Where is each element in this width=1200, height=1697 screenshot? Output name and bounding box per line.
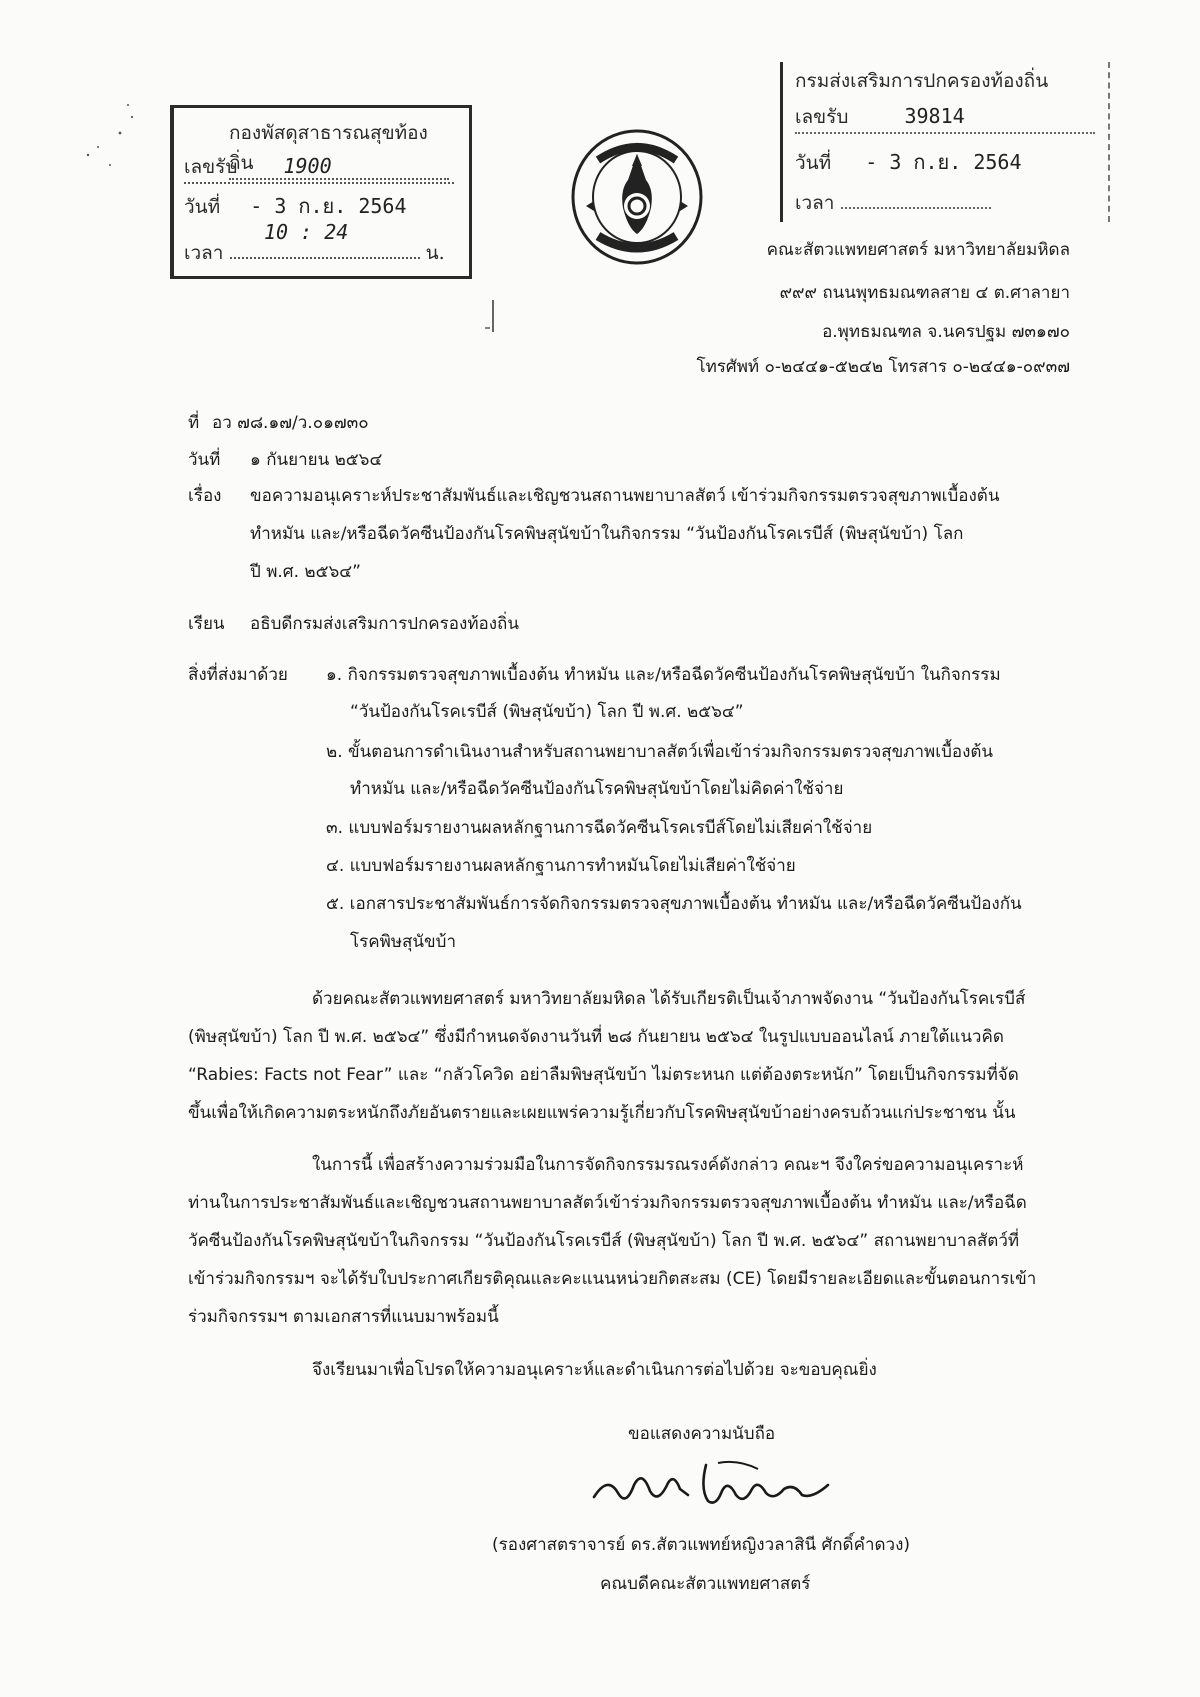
stamp-right-number-value: 39814 [904,104,965,128]
attachment-5-line-2: โรคพิษสุนัขบ้า [350,932,457,952]
body-para-1-line-3: “Rabies: Facts not Fear” และ “กลัวโควิด อย่าลืมพิษสุนัขบ้า ไม่ตระหนก แต่ต้องตระหนัก” โดยเป็นกิจกรรมที่จัด [188,1065,1019,1085]
body-para-2-line-4: เข้าร่วมกิจกรรมฯ จะได้รับใบประกาศเกียรติคุณและคะแนนหน่วยกิตสะสม (CE) โดยมีรายละเอียดและขั้นตอนการเข้า [188,1269,1037,1289]
attachment-4: ๔. แบบฟอร์มรายงานผลหลักฐานการทำหมันโดยไม่เสียค่าใช้จ่าย [326,856,796,876]
to-label: เรียน [188,614,225,634]
receipt-stamp-right [780,62,1110,222]
attachment-5-line-1: ๕. เอกสารประชาสัมพันธ์การจัดกิจกรรมตรวจสุขภาพเบื้องต้น ทำหมัน และ/หรือฉีดวัคซีนป้องกัน [326,894,1022,914]
sender-line-2: ๙๙๙ ถนนพุทธมณฑลสาย ๔ ต.ศาลายา [779,283,1070,303]
handwritten-signature [588,1455,838,1515]
body-para-2-line-1: ในการนี้ เพื่อสร้างความร่วมมือในการจัดกิจกรรมรณรงค์ดังกล่าว คณะฯ จึงใคร่ขอความอนุเคราะห์ [312,1155,1024,1175]
attachment-2-line-1: ๒. ขั้นตอนการดำเนินงานสำหรับสถานพยาบาลสัตว์เพื่อเข้าร่วมกิจกรรมตรวจสุขภาพเบื้องต้น [326,742,994,762]
stamp-left-time-row [184,238,454,268]
body-para-1-line-1: ด้วยคณะสัตวแพทยศาสตร์ มหาวิทยาลัยมหิดล ได้รับเกียรติเป็นเจ้าภาพจัดงาน “วันป้องกันโรคเรบีส์ [312,989,1026,1009]
subject-line-1: ขอความอนุเคราะห์ประชาสัมพันธ์และเชิญชวนสถานพยาบาลสัตว์ เข้าร่วมกิจกรรมตรวจสุขภาพเบื้องต้น [250,486,1000,506]
signatory-name: (รองศาสตราจารย์ ดร.สัตวแพทย์หญิงวลาสินี ศักดิ์คำดวง) [492,1535,911,1555]
stamp-left-time-suffix: น. [425,242,445,264]
scan-mark [484,298,498,334]
stamp-left-date-row [184,190,454,222]
attachment-1-line-1: ๑. กิจกรรมตรวจสุขภาพเบื้องต้น ทำหมัน และ/หรือฉีดวัคซีนป้องกันโรคพิษสุนัขบ้า ในกิจกรรม [326,665,1001,685]
ref-label: ที่ [188,413,200,433]
sender-line-1: คณะสัตวแพทยศาสตร์ มหาวิทยาลัยมหิดล [766,240,1070,260]
body-para-2-line-3: วัคซีนป้องกันโรคพิษสุนัขบ้าในกิจกรรม “วันป้องกันโรคเรบีส์ (พิษสุนัขบ้า) โลก ปี พ.ศ. ๒๕๖๔” สถานพยาบาลสัตว์ที่ [188,1231,1020,1251]
subject-line-2: ทำหมัน และ/หรือฉีดวัคซีนป้องกันโรคพิษสุนัขบ้าในกิจกรรม “วันป้องกันโรคเรบีส์ (พิษสุนัขบ้า) โลก [250,524,964,544]
attachment-3: ๓. แบบฟอร์มรายงานผลหลักฐานการฉีดวัคซีนโรคเรบีส์โดยไม่เสียค่าใช้จ่าย [326,818,873,838]
university-seal-logo [568,128,706,266]
stamp-left-number-label: เลขรับ [184,156,238,178]
stamp-right-time-label: เวลา [795,192,835,214]
attachments-label: สิ่งที่ส่งมาด้วย [188,665,288,685]
attachment-1-line-2: “วันป้องกันโรคเรบีส์ (พิษสุนัขบ้า) โลก ปี พ.ศ. ๒๕๖๔” [350,702,744,722]
regards: ขอแสดงความนับถือ [628,1424,776,1444]
attachment-2-line-2: ทำหมัน และ/หรือฉีดวัคซีนป้องกันโรคพิษสุนัขบ้าโดยไม่คิดค่าใช้จ่าย [350,779,844,799]
stamp-left-time-value: 10 : 24 [264,220,349,244]
stamp-right-time-row [795,188,1095,218]
stamp-right-number-label: เลขรับ [795,106,849,128]
stamp-right-org: กรมส่งเสริมการปกครองท้องถิ่น [795,70,1049,92]
body-para-1-line-2: (พิษสุนัขบ้า) โลก ปี พ.ศ. ๒๕๖๔” ซึ่งมีกำหนดจัดงานวันที่ ๒๘ กันยายน ๒๕๖๔ ในรูปแบบออนไลน์ ภายใต้แนวคิด [188,1027,1004,1047]
signatory-position: คณบดีคณะสัตวแพทยศาสตร์ [600,1574,811,1594]
stamp-right-number-row [795,102,1095,134]
body-para-2-line-5: ร่วมกิจกรรมฯ ตามเอกสารที่แนบมาพร้อมนี้ [188,1307,499,1327]
body-para-2-line-2: ท่านในการประชาสัมพันธ์และเชิญชวนสถานพยาบาลสัตว์เข้าร่วมกิจกรรมตรวจสุขภาพเบื้องต้น ทำหมัน และ/หรือฉีด [188,1193,1027,1213]
ref-value: อว ๗๘.๑๗/ว.๐๑๗๓๐ [212,413,369,433]
receipt-stamp-left [170,105,472,279]
stamp-left-date-value: - 3 ก.ย. 2564 [250,194,407,218]
stamp-right-date-label: วันที่ [795,152,832,174]
sender-line-3: อ.พุทธมณฑล จ.นครปฐม ๗๓๑๗๐ [822,322,1070,342]
stamp-left-date-label: วันที่ [184,196,221,218]
stamp-right-date-value: - 3 ก.ย. 2564 [865,150,1022,174]
to-value: อธิบดีกรมส่งเสริมการปกครองท้องถิ่น [250,614,519,634]
sender-line-4: โทรศัพท์ ๐-๒๔๔๑-๕๒๔๒ โทรสาร ๐-๒๔๔๑-๐๙๓๗ [696,357,1070,377]
stamp-left-org: กองพัสดุสาธารณสุขท้องถิ่น [229,118,449,180]
scan-specks [80,95,140,175]
stamp-left-number-row [184,152,454,184]
closing-line: จึงเรียนมาเพื่อโปรดให้ความอนุเคราะห์และดำเนินการต่อไปด้วย จะขอบคุณยิ่ง [312,1360,877,1380]
subject-label: เรื่อง [188,486,222,506]
stamp-left-number-value: 1900 [283,154,332,178]
date-label: วันที่ [188,450,221,470]
subject-line-3: ปี พ.ศ. ๒๕๖๔” [250,562,361,582]
stamp-right-date-row [795,146,1095,178]
stamp-left-time-label: เวลา [184,242,224,264]
date-value: ๑ กันยายน ๒๕๖๔ [250,450,383,470]
body-para-1-line-4: ขึ้นเพื่อให้เกิดความตระหนักถึงภัยอันตรายและเผยแพร่ความรู้เกี่ยวกับโรคพิษสุนัขบ้าอย่างครบถ้วนแก่ประชาชน นั้น [188,1103,1016,1123]
